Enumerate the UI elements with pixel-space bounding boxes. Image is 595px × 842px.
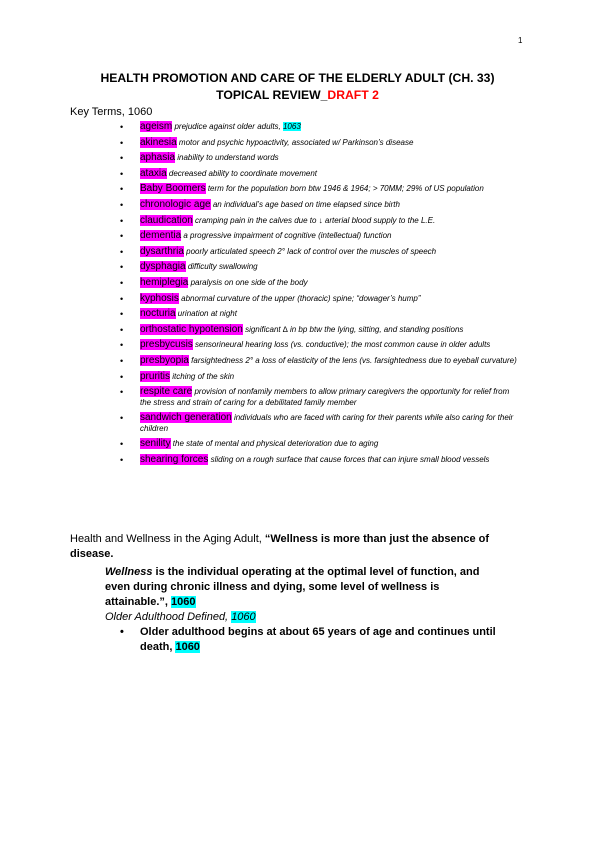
page-number: 1 bbox=[518, 36, 523, 45]
key-term-definition: sensorineural hearing loss (vs. conductive); the most common cause in older adults bbox=[192, 340, 491, 350]
key-term-definition: poorly articulated speech 2° lack of control over the muscles of speech bbox=[183, 246, 437, 256]
key-term-item bbox=[140, 294, 520, 304]
key-term-definition: inability to understand words bbox=[175, 153, 279, 163]
key-term-definition: sliding on a rough surface that cause forces that can injure small blood vessels bbox=[208, 454, 490, 464]
key-term-item bbox=[140, 153, 520, 163]
key-term-definition: paralysis on one side of the body bbox=[188, 277, 308, 287]
key-term-item bbox=[140, 200, 520, 210]
wellness-page-ref: 1060 bbox=[171, 596, 196, 608]
key-term-item bbox=[140, 278, 520, 288]
key-term-definition: term for the population born btw 1946 & 1964; > 70MM; 29% of US population bbox=[205, 184, 484, 194]
wellness-definition-text: is the individual operating at the optimal level of function, and even during chronic illness and dying, some level of wellness is attainable.”, bbox=[105, 566, 480, 608]
older-adulthood-heading-text: Older Adulthood Defined, bbox=[105, 611, 232, 623]
key-term-word: hemiplegia bbox=[140, 276, 189, 288]
key-term-definition: an individual’s age based on time elapsed since birth bbox=[210, 199, 400, 209]
key-term-definition: provision of nonfamily members to allow primary caregivers the opportunity for relief from the stress and strain of caring for a debilitated family member bbox=[140, 387, 510, 407]
key-term-definition: a progressive impairment of cognitive (intellectual) function bbox=[181, 231, 392, 241]
wellness-word: Wellness bbox=[105, 566, 153, 578]
key-term-word: dementia bbox=[140, 230, 182, 242]
key-term-definition: itching of the skin bbox=[170, 371, 235, 381]
key-term-word: respite care bbox=[140, 386, 193, 398]
key-term-word: dysphagia bbox=[140, 261, 186, 273]
key-term-word: nocturia bbox=[140, 308, 176, 320]
older-adulthood-heading bbox=[105, 610, 256, 625]
key-term-word: kyphosis bbox=[140, 292, 179, 304]
older-adulthood-bullet-ref: 1060 bbox=[175, 641, 200, 653]
title-draft-label: DRAFT 2 bbox=[327, 88, 379, 102]
older-adulthood-bullet bbox=[120, 625, 525, 655]
wellness-heading-quote: “Wellness is more than just the absence of disease. bbox=[70, 533, 490, 560]
key-term-word: ataxia bbox=[140, 167, 167, 179]
title-line-2 bbox=[0, 87, 595, 104]
document-title bbox=[0, 70, 595, 104]
key-term-item bbox=[140, 356, 520, 366]
key-term-word: pruritis bbox=[140, 370, 171, 382]
key-term-word: orthostatic hypotension bbox=[140, 323, 243, 335]
key-term-item bbox=[140, 413, 520, 434]
key-term-word: chronologic age bbox=[140, 198, 211, 210]
key-term-item bbox=[140, 169, 520, 179]
key-term-item bbox=[140, 372, 520, 382]
key-term-item bbox=[140, 247, 520, 257]
key-term-definition: significant ∆ in bp btw the lying, sitting, and standing positions bbox=[242, 324, 464, 334]
older-adulthood-bullet-text: Older adulthood begins at about 65 years of age and continues until death, bbox=[140, 626, 496, 653]
key-term-definition: farsightedness 2° a loss of elasticity of the lens (vs. farsightedness due to eyeball curvature) bbox=[188, 355, 517, 365]
title-line-1: HEALTH PROMOTION AND CARE OF THE ELDERLY ADULT (CH. 33) bbox=[100, 71, 495, 85]
key-term-definition: individuals who are faced with caring for their parents while also caring for their children bbox=[140, 413, 514, 433]
key-term-word: claudication bbox=[140, 214, 193, 226]
wellness-heading-text: Health and Wellness in the Aging Adult, bbox=[70, 533, 265, 545]
title-topical-review: TOPICAL REVIEW_ bbox=[216, 88, 328, 102]
bullet-icon: • bbox=[120, 626, 124, 638]
key-term-word: senility bbox=[140, 438, 171, 450]
key-term-item bbox=[140, 439, 520, 449]
key-terms-list bbox=[140, 122, 520, 470]
key-term-item bbox=[140, 387, 520, 408]
key-term-item bbox=[140, 340, 520, 350]
key-term-word: presbyopia bbox=[140, 354, 189, 366]
key-term-definition: prejudice against older adults, bbox=[172, 122, 283, 131]
key-terms-heading: Key Terms, 1060 bbox=[70, 106, 153, 118]
key-term-item bbox=[140, 216, 520, 226]
key-term-page-ref: 1063 bbox=[282, 122, 301, 131]
key-term-item bbox=[140, 325, 520, 335]
key-term-item bbox=[140, 122, 520, 132]
key-term-definition: the state of mental and physical deterioration due to aging bbox=[170, 439, 379, 449]
key-term-word: aphasia bbox=[140, 152, 176, 164]
key-term-word: dysarthria bbox=[140, 245, 184, 257]
key-term-word: Baby Boomers bbox=[140, 183, 206, 195]
key-term-item bbox=[140, 262, 520, 272]
key-term-definition: decreased ability to coordinate movement bbox=[166, 168, 317, 178]
key-term-definition: abnormal curvature of the upper (thoracic) spine; “dowager’s hump” bbox=[178, 293, 421, 303]
key-term-item bbox=[140, 138, 520, 148]
key-term-item bbox=[140, 231, 520, 241]
older-adulthood-page-ref: 1060 bbox=[231, 611, 256, 623]
key-term-word: shearing forces bbox=[140, 453, 209, 465]
key-term-definition: urination at night bbox=[175, 309, 237, 319]
key-term-definition: motor and psychic hypoactivity, associated w/ Parkinson’s disease bbox=[176, 137, 414, 147]
key-term-definition: cramping pain in the calves due to ↓ arterial blood supply to the L.E. bbox=[192, 215, 436, 225]
key-term-item bbox=[140, 184, 520, 194]
key-term-item bbox=[140, 309, 520, 319]
key-term-definition: difficulty swallowing bbox=[185, 262, 258, 272]
wellness-heading bbox=[70, 532, 520, 562]
key-term-word: ageism bbox=[140, 121, 173, 132]
wellness-definition bbox=[105, 565, 505, 610]
key-term-item bbox=[140, 455, 520, 465]
key-term-word: presbycusis bbox=[140, 339, 193, 351]
key-term-word: akinesia bbox=[140, 136, 177, 148]
key-term-word: sandwich generation bbox=[140, 412, 232, 424]
